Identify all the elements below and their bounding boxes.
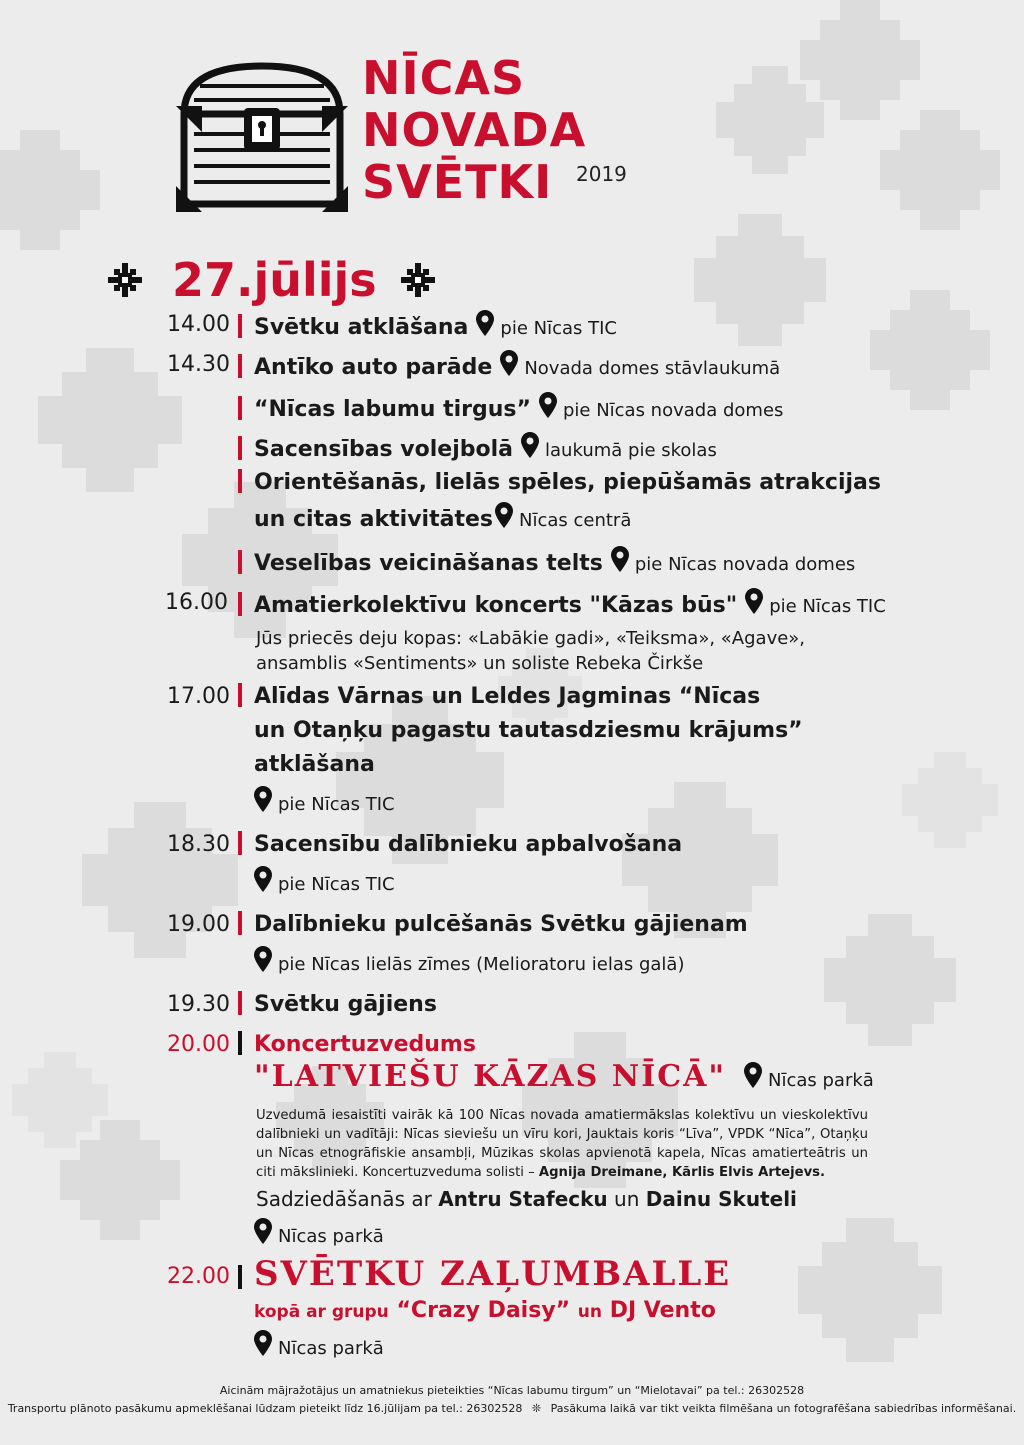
event-location: pie Nīcas TIC: [769, 596, 886, 617]
event-time: 16.00: [165, 590, 228, 615]
event-row: [238, 1030, 476, 1060]
festival-title: [362, 52, 586, 208]
event-location: Nīcas centrā: [519, 510, 632, 531]
event-time: 14.00: [167, 312, 230, 337]
event-title: Svētku gājiens: [254, 992, 437, 1017]
event-location-row: [246, 946, 684, 980]
event-row: [238, 910, 748, 940]
event-location: Nīcas parkā: [278, 1226, 384, 1247]
location-pin-icon: [476, 310, 494, 336]
event-row: [238, 588, 886, 622]
event-title: Sacensības volejbolā: [254, 437, 514, 462]
concert-soloists: Agnija Dreimane, Kārlis Elvis Artejevs.: [538, 1165, 826, 1180]
event-row: [238, 350, 780, 384]
social-mid: un: [614, 1187, 640, 1211]
concert-subtitle-row: [254, 1059, 874, 1096]
footer-line-2: [0, 1402, 1024, 1415]
social-prefix: Sadziedāšanās ar: [256, 1187, 432, 1211]
treasure-chest-icon: [172, 54, 352, 214]
performers-band: “Crazy Daisy”: [396, 1298, 571, 1323]
social-name-2: Dainu Skuteli: [645, 1187, 797, 1211]
snowflake-icon: ❊: [531, 1402, 542, 1415]
event-row-continued: [254, 502, 631, 536]
event-date: 27.jūlijs: [172, 253, 377, 307]
location-pin-icon: [539, 392, 557, 418]
event-title-line-1: Alīdas Vārnas un Leldes Jagminas “Nīcas: [254, 684, 761, 709]
location-pin-icon: [500, 350, 518, 376]
event-title: Svētku atklāšana: [254, 315, 469, 340]
ornament-icon: [108, 263, 142, 297]
event-row: [238, 830, 682, 860]
location-pin-icon: [254, 1218, 272, 1244]
event-row: [238, 990, 437, 1020]
event-title: Sacensību dalībnieku apbalvošana: [254, 832, 683, 857]
event-location: pie Nīcas lielās zīmes (Melioratoru ielas galā): [278, 954, 685, 975]
event-row: [238, 468, 881, 498]
event-location: pie Nīcas novada domes: [562, 400, 784, 421]
event-time: 20.00: [167, 1032, 230, 1057]
social-name-1: Antru Stafecku: [438, 1187, 608, 1211]
location-pin-icon: [495, 502, 513, 528]
location-pin-icon: [744, 1062, 762, 1088]
description-line-2: ansamblis «Sentiments» un soliste Rebeka Čirkše: [256, 653, 704, 674]
date-row: [108, 250, 435, 310]
event-title: “Nīcas labumu tirgus”: [254, 397, 531, 422]
location-pin-icon: [745, 588, 763, 614]
event-time: 19.30: [167, 992, 230, 1017]
festival-year: 2019: [576, 162, 627, 186]
event-title: Koncertuzvedums: [254, 1032, 476, 1057]
event-row: [238, 392, 783, 426]
event-title-line-1: Orientēšanās, lielās spēles, piepūšamās atrakcijas: [254, 470, 881, 495]
event-time: 14.30: [167, 352, 230, 377]
event-time: 19.00: [167, 912, 230, 937]
location-pin-icon: [254, 866, 272, 892]
event-title: Dalībnieku pulcēšanās Svētku gājienam: [254, 912, 748, 937]
event-location: pie Nīcas novada domes: [634, 554, 856, 575]
event-location: Nīcas parkā: [278, 1338, 384, 1359]
performers-prefix: kopā ar grupu: [254, 1302, 389, 1322]
event-row: [238, 546, 855, 580]
title-line-1: NĪCAS: [362, 51, 526, 105]
event-time: 17.00: [167, 684, 230, 709]
footer-line-1: Aicinām mājražotājus un amatniekus pieteikties “Nīcas labumu tirgum” un “Mielotavai” pa tel.: 26302528: [219, 1384, 805, 1397]
event-location: Nīcas parkā: [768, 1070, 874, 1091]
location-pin-icon: [611, 546, 629, 572]
event-location: Novada domes stāvlaukumā: [524, 358, 781, 379]
ornament-icon: [401, 263, 435, 297]
concert-subtitle: "LATVIEŠU KĀZAS NĪCĀ": [254, 1059, 727, 1094]
event-location-row: [246, 866, 395, 900]
location-pin-icon: [254, 1330, 272, 1356]
dance-performers-row: [254, 1296, 716, 1327]
event-row: [238, 310, 617, 344]
event-time: 22.00: [167, 1264, 230, 1289]
performers-mid: un: [577, 1302, 603, 1322]
event-title: Antīko auto parāde: [254, 355, 493, 380]
event-row: [238, 432, 717, 466]
event-location: pie Nīcas TIC: [500, 318, 617, 339]
event-location-row: [246, 786, 395, 820]
event-row: [238, 1254, 731, 1299]
footer-filming: Pasākuma laikā var tikt veikta filmēšana un fotografēšana sabiedrības informēšanai.: [550, 1402, 1017, 1415]
location-pin-icon: [521, 432, 539, 458]
event-title-line-2: un Otaņķu pagastu tautasdziesmu krājums”: [254, 718, 803, 743]
event-row: [238, 682, 760, 712]
concert-description: [256, 1106, 868, 1182]
event-location-row: [246, 1218, 384, 1252]
location-pin-icon: [254, 946, 272, 972]
event-location: pie Nīcas TIC: [278, 874, 395, 895]
concert-description-text: Uzvedumā iesaistīti vairāk kā 100 Nīcas novada amatiermākslas kolektīvu un vieskolektīvu dalībnieki un vadītāji: Nīcas sieviešu un vīru kori, Jauktais koris “Līva”, VPDK “Nīca”, Otaņķu un Nīcas etnogrāfiskie ansambļi, Mūzikas skolas apvienotā kapela, Nīcas amatierteātris un citi mākslinieki. Koncertuzveduma solisti –: [256, 1108, 868, 1180]
social-singing-row: [256, 1184, 797, 1214]
event-description: [256, 626, 805, 676]
footer-transport: Transportu plānoto pasākumu apmeklēšanai lūdzam pieteikt līdz 16.jūlijam pa tel.: 26302528: [7, 1402, 523, 1415]
location-pin-icon: [254, 786, 272, 812]
event-title-line-2: un citas aktivitātes: [254, 507, 493, 532]
event-time: 18.30: [167, 832, 230, 857]
description-line-1: Jūs priecēs deju kopas: «Labākie gadi», «Teiksma», «Agave»,: [256, 628, 806, 649]
event-location-row: [246, 1330, 384, 1364]
event-location: laukumā pie skolas: [545, 440, 717, 461]
performers-dj: DJ Vento: [609, 1298, 716, 1323]
title-line-3: SVĒTKI: [362, 155, 553, 209]
event-title-line-3: atklāšana: [254, 752, 375, 777]
event-title: Amatierkolektīvu koncerts "Kāzas būs": [254, 593, 738, 618]
title-line-2: NOVADA: [362, 103, 587, 157]
event-title: Veselības veicināšanas telts: [254, 551, 603, 576]
event-location: pie Nīcas TIC: [278, 794, 395, 815]
event-title: SVĒTKU ZAĻUMBALLE: [254, 1254, 732, 1294]
